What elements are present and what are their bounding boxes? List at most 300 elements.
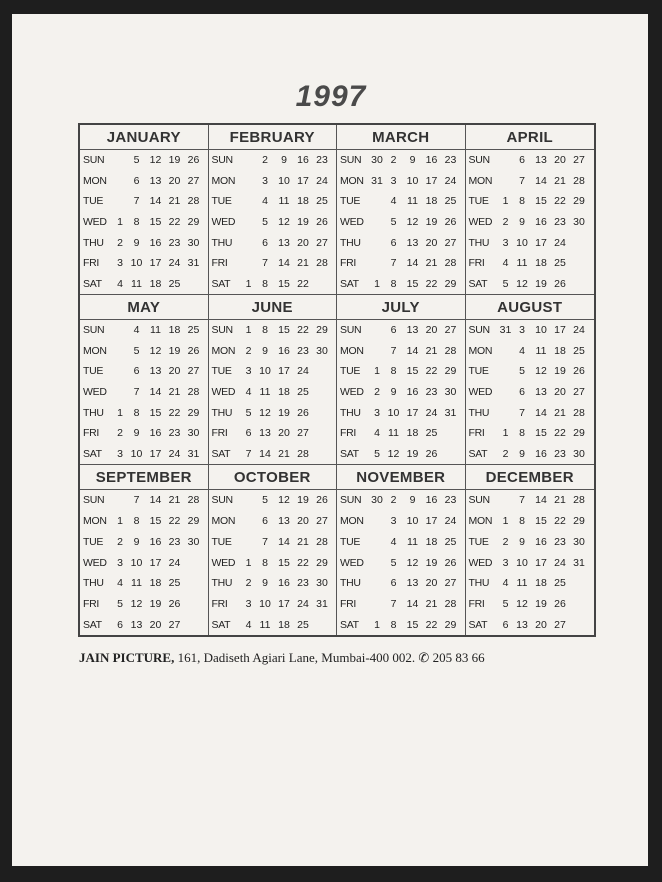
day-label: SUN xyxy=(468,494,490,507)
day-label: TUE xyxy=(83,365,104,378)
date-cell: 17 xyxy=(297,174,309,187)
date-cell: 8 xyxy=(133,216,140,229)
day-label: THU xyxy=(468,577,490,590)
date-cell: 1 xyxy=(502,515,509,528)
week-day-row xyxy=(209,552,337,573)
date-cell: 6 xyxy=(519,154,525,167)
date-cell: 17 xyxy=(425,174,438,187)
date-cell: 20 xyxy=(425,236,438,249)
week-day-row xyxy=(466,594,595,615)
date-cell: 25 xyxy=(187,324,200,337)
date-cell: 23 xyxy=(425,386,438,399)
date-cell: 26 xyxy=(554,597,566,610)
day-label: FRI xyxy=(83,427,100,440)
date-cell: 18 xyxy=(278,618,290,631)
date-cell: 29 xyxy=(316,324,328,337)
date-cell: 4 xyxy=(245,618,252,631)
date-cell: 4 xyxy=(519,344,525,357)
date-cell: 11 xyxy=(407,535,418,548)
week-day-row xyxy=(209,531,337,552)
date-cell: 16 xyxy=(535,535,547,548)
date-cell: 3 xyxy=(502,556,509,569)
date-cell: 4 xyxy=(117,577,123,590)
week-day-row xyxy=(209,232,337,253)
date-cell: 13 xyxy=(535,386,547,399)
date-cell: 28 xyxy=(297,447,309,460)
date-cell: 7 xyxy=(390,597,397,610)
date-cell: 19 xyxy=(554,365,566,378)
date-cell: 16 xyxy=(406,386,419,399)
date-cell: 23 xyxy=(444,494,457,507)
week-day-row xyxy=(466,320,595,341)
date-cell: 16 xyxy=(535,216,547,229)
month-block xyxy=(337,465,466,635)
date-cell: 23 xyxy=(316,154,328,167)
date-cell: 1 xyxy=(374,365,380,378)
date-cell: 7 xyxy=(519,174,525,187)
date-cell: 25 xyxy=(425,427,438,440)
date-cell: 30 xyxy=(573,535,585,548)
week-day-row xyxy=(209,273,337,294)
date-cell: 25 xyxy=(316,195,328,208)
date-cell: 15 xyxy=(535,515,547,528)
date-cell: 9 xyxy=(409,154,416,167)
date-cell: 22 xyxy=(168,216,181,229)
date-cell: 16 xyxy=(425,494,438,507)
month-name: JULY xyxy=(337,295,465,320)
date-cell: 23 xyxy=(168,236,181,249)
date-cell: 1 xyxy=(245,277,252,290)
date-cell: 13 xyxy=(278,236,290,249)
date-cell: 15 xyxy=(406,365,419,378)
date-cell: 19 xyxy=(535,277,547,290)
date-cell: 14 xyxy=(406,344,419,357)
day-label: SUN xyxy=(211,494,233,507)
week-day-row xyxy=(80,361,208,382)
date-cell: 6 xyxy=(390,577,397,590)
date-cell: 1 xyxy=(502,427,509,440)
date-cell: 5 xyxy=(133,154,140,167)
day-label: SAT xyxy=(83,277,102,290)
date-cell: 24 xyxy=(168,556,181,569)
date-cell: 27 xyxy=(168,618,181,631)
date-cell: 20 xyxy=(297,515,309,528)
day-label: SUN xyxy=(468,324,490,337)
date-cell: 9 xyxy=(262,577,268,590)
date-cell: 2 xyxy=(390,154,397,167)
date-cell: 17 xyxy=(149,447,162,460)
week-day-row xyxy=(80,594,208,615)
week-day-row xyxy=(80,150,208,171)
date-cell: 21 xyxy=(425,597,438,610)
date-cell: 23 xyxy=(554,535,566,548)
day-label: THU xyxy=(340,406,361,419)
week-day-row xyxy=(80,490,208,511)
day-label: SAT xyxy=(340,277,359,290)
date-cell: 7 xyxy=(519,406,525,419)
date-cell: 19 xyxy=(535,597,547,610)
date-cell: 29 xyxy=(444,618,457,631)
week-day-row xyxy=(80,171,208,192)
day-label: SUN xyxy=(340,494,362,507)
date-cell: 3 xyxy=(374,406,380,419)
date-cell: 2 xyxy=(262,154,268,167)
date-cell: 7 xyxy=(133,195,140,208)
date-cell: 20 xyxy=(554,386,566,399)
date-cell: 21 xyxy=(168,494,181,507)
date-cell: 19 xyxy=(425,556,438,569)
date-cell: 12 xyxy=(149,154,162,167)
date-cell: 14 xyxy=(406,257,419,270)
date-cell: 26 xyxy=(187,154,200,167)
month-block xyxy=(466,295,595,465)
date-cell: 22 xyxy=(168,406,181,419)
day-label: SAT xyxy=(340,447,359,460)
date-cell: 28 xyxy=(444,344,457,357)
date-cell: 22 xyxy=(554,427,566,440)
date-cell: 5 xyxy=(390,556,397,569)
day-label: SAT xyxy=(83,618,102,631)
date-cell: 5 xyxy=(262,494,268,507)
date-cell: 24 xyxy=(168,257,181,270)
week-day-row xyxy=(337,273,465,294)
week-day-row xyxy=(466,531,595,552)
date-cell: 12 xyxy=(516,597,528,610)
company-address: 161, Dadiseth Agiari Lane, Mumbai-400 002. xyxy=(174,650,419,665)
date-cell: 12 xyxy=(406,556,419,569)
date-cell: 12 xyxy=(278,216,290,229)
month-name: DECEMBER xyxy=(466,465,595,490)
date-cell: 3 xyxy=(502,236,509,249)
day-label: THU xyxy=(468,406,490,419)
date-cell: 22 xyxy=(554,195,566,208)
date-cell: 27 xyxy=(573,386,585,399)
month-block xyxy=(466,465,595,635)
date-cell: 27 xyxy=(444,324,457,337)
date-cell: 25 xyxy=(444,535,457,548)
day-label: WED xyxy=(468,556,493,569)
date-cell: 7 xyxy=(519,494,525,507)
date-cell: 21 xyxy=(168,195,181,208)
week-day-row xyxy=(466,402,595,423)
date-cell: 3 xyxy=(519,324,525,337)
date-cell: 14 xyxy=(535,174,547,187)
date-cell: 8 xyxy=(133,406,140,419)
date-cell: 1 xyxy=(374,277,380,290)
date-cell: 30 xyxy=(371,494,383,507)
date-cell: 14 xyxy=(278,257,290,270)
date-cell: 2 xyxy=(117,535,123,548)
date-cell: 7 xyxy=(262,257,268,270)
date-cell: 18 xyxy=(406,427,419,440)
date-cell: 17 xyxy=(149,556,162,569)
date-cell: 16 xyxy=(149,236,162,249)
date-cell: 15 xyxy=(149,406,162,419)
date-cell: 18 xyxy=(149,577,162,590)
date-cell: 24 xyxy=(297,597,309,610)
day-label: SAT xyxy=(211,277,231,290)
date-cell: 20 xyxy=(278,427,290,440)
date-cell: 3 xyxy=(117,447,123,460)
day-label: SAT xyxy=(340,618,359,631)
day-label: SAT xyxy=(211,618,231,631)
day-label: THU xyxy=(83,577,104,590)
day-label: THU xyxy=(340,577,361,590)
week-day-row xyxy=(466,382,595,403)
day-label: WED xyxy=(468,216,493,229)
week-day-row xyxy=(466,423,595,444)
date-cell: 24 xyxy=(573,324,585,337)
day-label: TUE xyxy=(83,195,104,208)
date-cell: 4 xyxy=(390,535,397,548)
day-label: TUE xyxy=(340,365,361,378)
date-cell: 20 xyxy=(168,365,181,378)
date-cell: 9 xyxy=(262,344,268,357)
date-cell: 25 xyxy=(573,344,585,357)
day-label: WED xyxy=(340,216,364,229)
date-cell: 15 xyxy=(406,618,419,631)
date-cell: 16 xyxy=(425,154,438,167)
date-cell: 10 xyxy=(278,174,290,187)
day-label: MON xyxy=(340,515,364,528)
date-cell: 16 xyxy=(278,344,290,357)
date-cell: 16 xyxy=(297,154,309,167)
date-cell: 1 xyxy=(245,556,252,569)
date-cell: 31 xyxy=(371,174,383,187)
week-day-row xyxy=(337,171,465,192)
date-cell: 28 xyxy=(316,535,328,548)
date-cell: 25 xyxy=(444,195,457,208)
date-cell: 2 xyxy=(374,386,380,399)
day-label: TUE xyxy=(340,195,361,208)
date-cell: 28 xyxy=(444,257,457,270)
date-cell: 13 xyxy=(259,427,271,440)
date-cell: 19 xyxy=(297,216,309,229)
week-day-row xyxy=(337,382,465,403)
day-label: THU xyxy=(83,236,104,249)
date-cell: 30 xyxy=(316,577,328,590)
date-cell: 24 xyxy=(425,406,438,419)
date-cell: 17 xyxy=(149,257,162,270)
date-cell: 5 xyxy=(262,216,268,229)
week-day-row xyxy=(209,212,337,233)
day-label: SUN xyxy=(83,154,105,167)
date-cell: 29 xyxy=(444,365,457,378)
date-cell: 14 xyxy=(149,494,162,507)
day-label: THU xyxy=(340,236,361,249)
day-label: WED xyxy=(211,556,236,569)
week-day-row xyxy=(466,273,595,294)
date-cell: 3 xyxy=(245,597,252,610)
date-cell: 30 xyxy=(316,344,328,357)
date-cell: 31 xyxy=(187,447,200,460)
date-cell: 6 xyxy=(245,427,252,440)
week-day-row xyxy=(466,490,595,511)
date-cell: 11 xyxy=(131,577,142,590)
date-cell: 2 xyxy=(390,494,397,507)
day-label: FRI xyxy=(468,427,485,440)
date-cell: 26 xyxy=(444,216,457,229)
day-label: SAT xyxy=(211,447,231,460)
date-cell: 23 xyxy=(297,577,309,590)
day-label: MON xyxy=(211,174,236,187)
date-cell: 10 xyxy=(259,365,271,378)
date-cell: 3 xyxy=(245,365,252,378)
day-label: SUN xyxy=(211,324,233,337)
date-cell: 22 xyxy=(554,515,566,528)
date-cell: 19 xyxy=(406,447,419,460)
date-cell: 19 xyxy=(278,406,290,419)
date-cell: 19 xyxy=(297,494,309,507)
date-cell: 14 xyxy=(149,386,162,399)
date-cell: 6 xyxy=(502,618,509,631)
date-cell: 12 xyxy=(149,344,162,357)
date-cell: 6 xyxy=(262,515,268,528)
date-cell: 27 xyxy=(316,236,328,249)
date-cell: 28 xyxy=(444,597,457,610)
date-cell: 6 xyxy=(390,236,397,249)
date-cell: 3 xyxy=(117,556,123,569)
date-cell: 2 xyxy=(502,535,509,548)
date-cell: 9 xyxy=(519,216,525,229)
day-label: TUE xyxy=(211,535,232,548)
date-cell: 27 xyxy=(444,577,457,590)
date-cell: 31 xyxy=(444,406,457,419)
date-cell: 15 xyxy=(149,515,162,528)
day-label: SAT xyxy=(468,618,488,631)
date-cell: 11 xyxy=(407,195,418,208)
date-cell: 28 xyxy=(573,494,585,507)
week-day-row xyxy=(209,341,337,362)
date-cell: 6 xyxy=(133,174,140,187)
date-cell: 2 xyxy=(502,216,509,229)
week-day-row xyxy=(80,253,208,274)
date-cell: 17 xyxy=(535,556,547,569)
date-cell: 18 xyxy=(425,195,438,208)
date-cell: 13 xyxy=(149,365,162,378)
day-label: WED xyxy=(340,386,364,399)
week-day-row xyxy=(80,443,208,464)
day-label: MON xyxy=(340,344,364,357)
date-cell: 8 xyxy=(262,324,268,337)
week-day-row xyxy=(466,443,595,464)
day-label: TUE xyxy=(211,195,232,208)
day-label: MON xyxy=(468,344,493,357)
date-cell: 10 xyxy=(516,556,528,569)
week-day-row xyxy=(337,402,465,423)
date-cell: 21 xyxy=(554,494,566,507)
date-cell: 4 xyxy=(117,277,123,290)
date-cell: 9 xyxy=(519,447,525,460)
day-label: FRI xyxy=(340,257,357,270)
date-cell: 20 xyxy=(554,154,566,167)
date-cell: 26 xyxy=(187,344,200,357)
date-cell: 30 xyxy=(187,427,200,440)
date-cell: 22 xyxy=(425,618,438,631)
week-day-row xyxy=(80,382,208,403)
week-day-row xyxy=(80,511,208,532)
phone-number: 205 83 66 xyxy=(429,650,485,665)
date-cell: 28 xyxy=(573,406,585,419)
week-day-row xyxy=(80,531,208,552)
date-cell: 7 xyxy=(133,386,140,399)
date-cell: 18 xyxy=(535,257,547,270)
day-label: SUN xyxy=(83,324,105,337)
date-cell: 6 xyxy=(390,324,397,337)
day-label: THU xyxy=(468,236,490,249)
week-day-row xyxy=(209,614,337,635)
date-cell: 16 xyxy=(149,427,162,440)
date-cell: 27 xyxy=(444,236,457,249)
month-block xyxy=(209,465,338,635)
day-label: TUE xyxy=(468,195,489,208)
week-day-row xyxy=(209,573,337,594)
date-cell: 11 xyxy=(259,618,271,631)
date-cell: 27 xyxy=(554,618,566,631)
date-cell: 14 xyxy=(406,597,419,610)
date-cell: 13 xyxy=(406,577,419,590)
date-cell: 23 xyxy=(554,447,566,460)
month-block xyxy=(337,295,466,465)
date-cell: 12 xyxy=(278,494,290,507)
day-label: MON xyxy=(211,344,236,357)
date-cell: 12 xyxy=(387,447,400,460)
date-cell: 10 xyxy=(406,515,419,528)
date-cell: 4 xyxy=(502,257,509,270)
date-cell: 4 xyxy=(245,386,252,399)
week-day-row xyxy=(209,382,337,403)
date-cell: 9 xyxy=(519,535,525,548)
date-cell: 25 xyxy=(554,577,566,590)
date-cell: 5 xyxy=(390,216,397,229)
date-cell: 20 xyxy=(425,577,438,590)
date-cell: 22 xyxy=(168,515,181,528)
date-cell: 18 xyxy=(168,324,181,337)
week-day-row xyxy=(209,443,337,464)
day-label: WED xyxy=(211,216,236,229)
day-label: TUE xyxy=(83,535,104,548)
day-label: TUE xyxy=(211,365,232,378)
week-day-row xyxy=(80,212,208,233)
date-cell: 17 xyxy=(406,406,419,419)
date-cell: 24 xyxy=(554,556,566,569)
date-cell: 30 xyxy=(187,535,200,548)
week-day-row xyxy=(209,320,337,341)
week-day-row xyxy=(337,531,465,552)
date-cell: 21 xyxy=(168,386,181,399)
date-cell: 13 xyxy=(406,324,419,337)
week-day-row xyxy=(80,191,208,212)
date-cell: 15 xyxy=(535,195,547,208)
date-cell: 8 xyxy=(262,556,268,569)
day-label: SUN xyxy=(340,324,362,337)
date-cell: 11 xyxy=(535,344,547,357)
date-cell: 5 xyxy=(502,277,509,290)
day-label: SAT xyxy=(83,447,102,460)
date-cell: 28 xyxy=(573,174,585,187)
month-block xyxy=(80,295,209,465)
date-cell: 6 xyxy=(262,236,268,249)
day-label: MON xyxy=(83,515,107,528)
date-cell: 8 xyxy=(133,515,140,528)
date-cell: 9 xyxy=(390,386,397,399)
week-day-row xyxy=(209,253,337,274)
date-cell: 10 xyxy=(259,597,271,610)
date-cell: 16 xyxy=(149,535,162,548)
date-cell: 9 xyxy=(409,494,416,507)
week-day-row xyxy=(337,614,465,635)
day-label: MON xyxy=(468,515,493,528)
